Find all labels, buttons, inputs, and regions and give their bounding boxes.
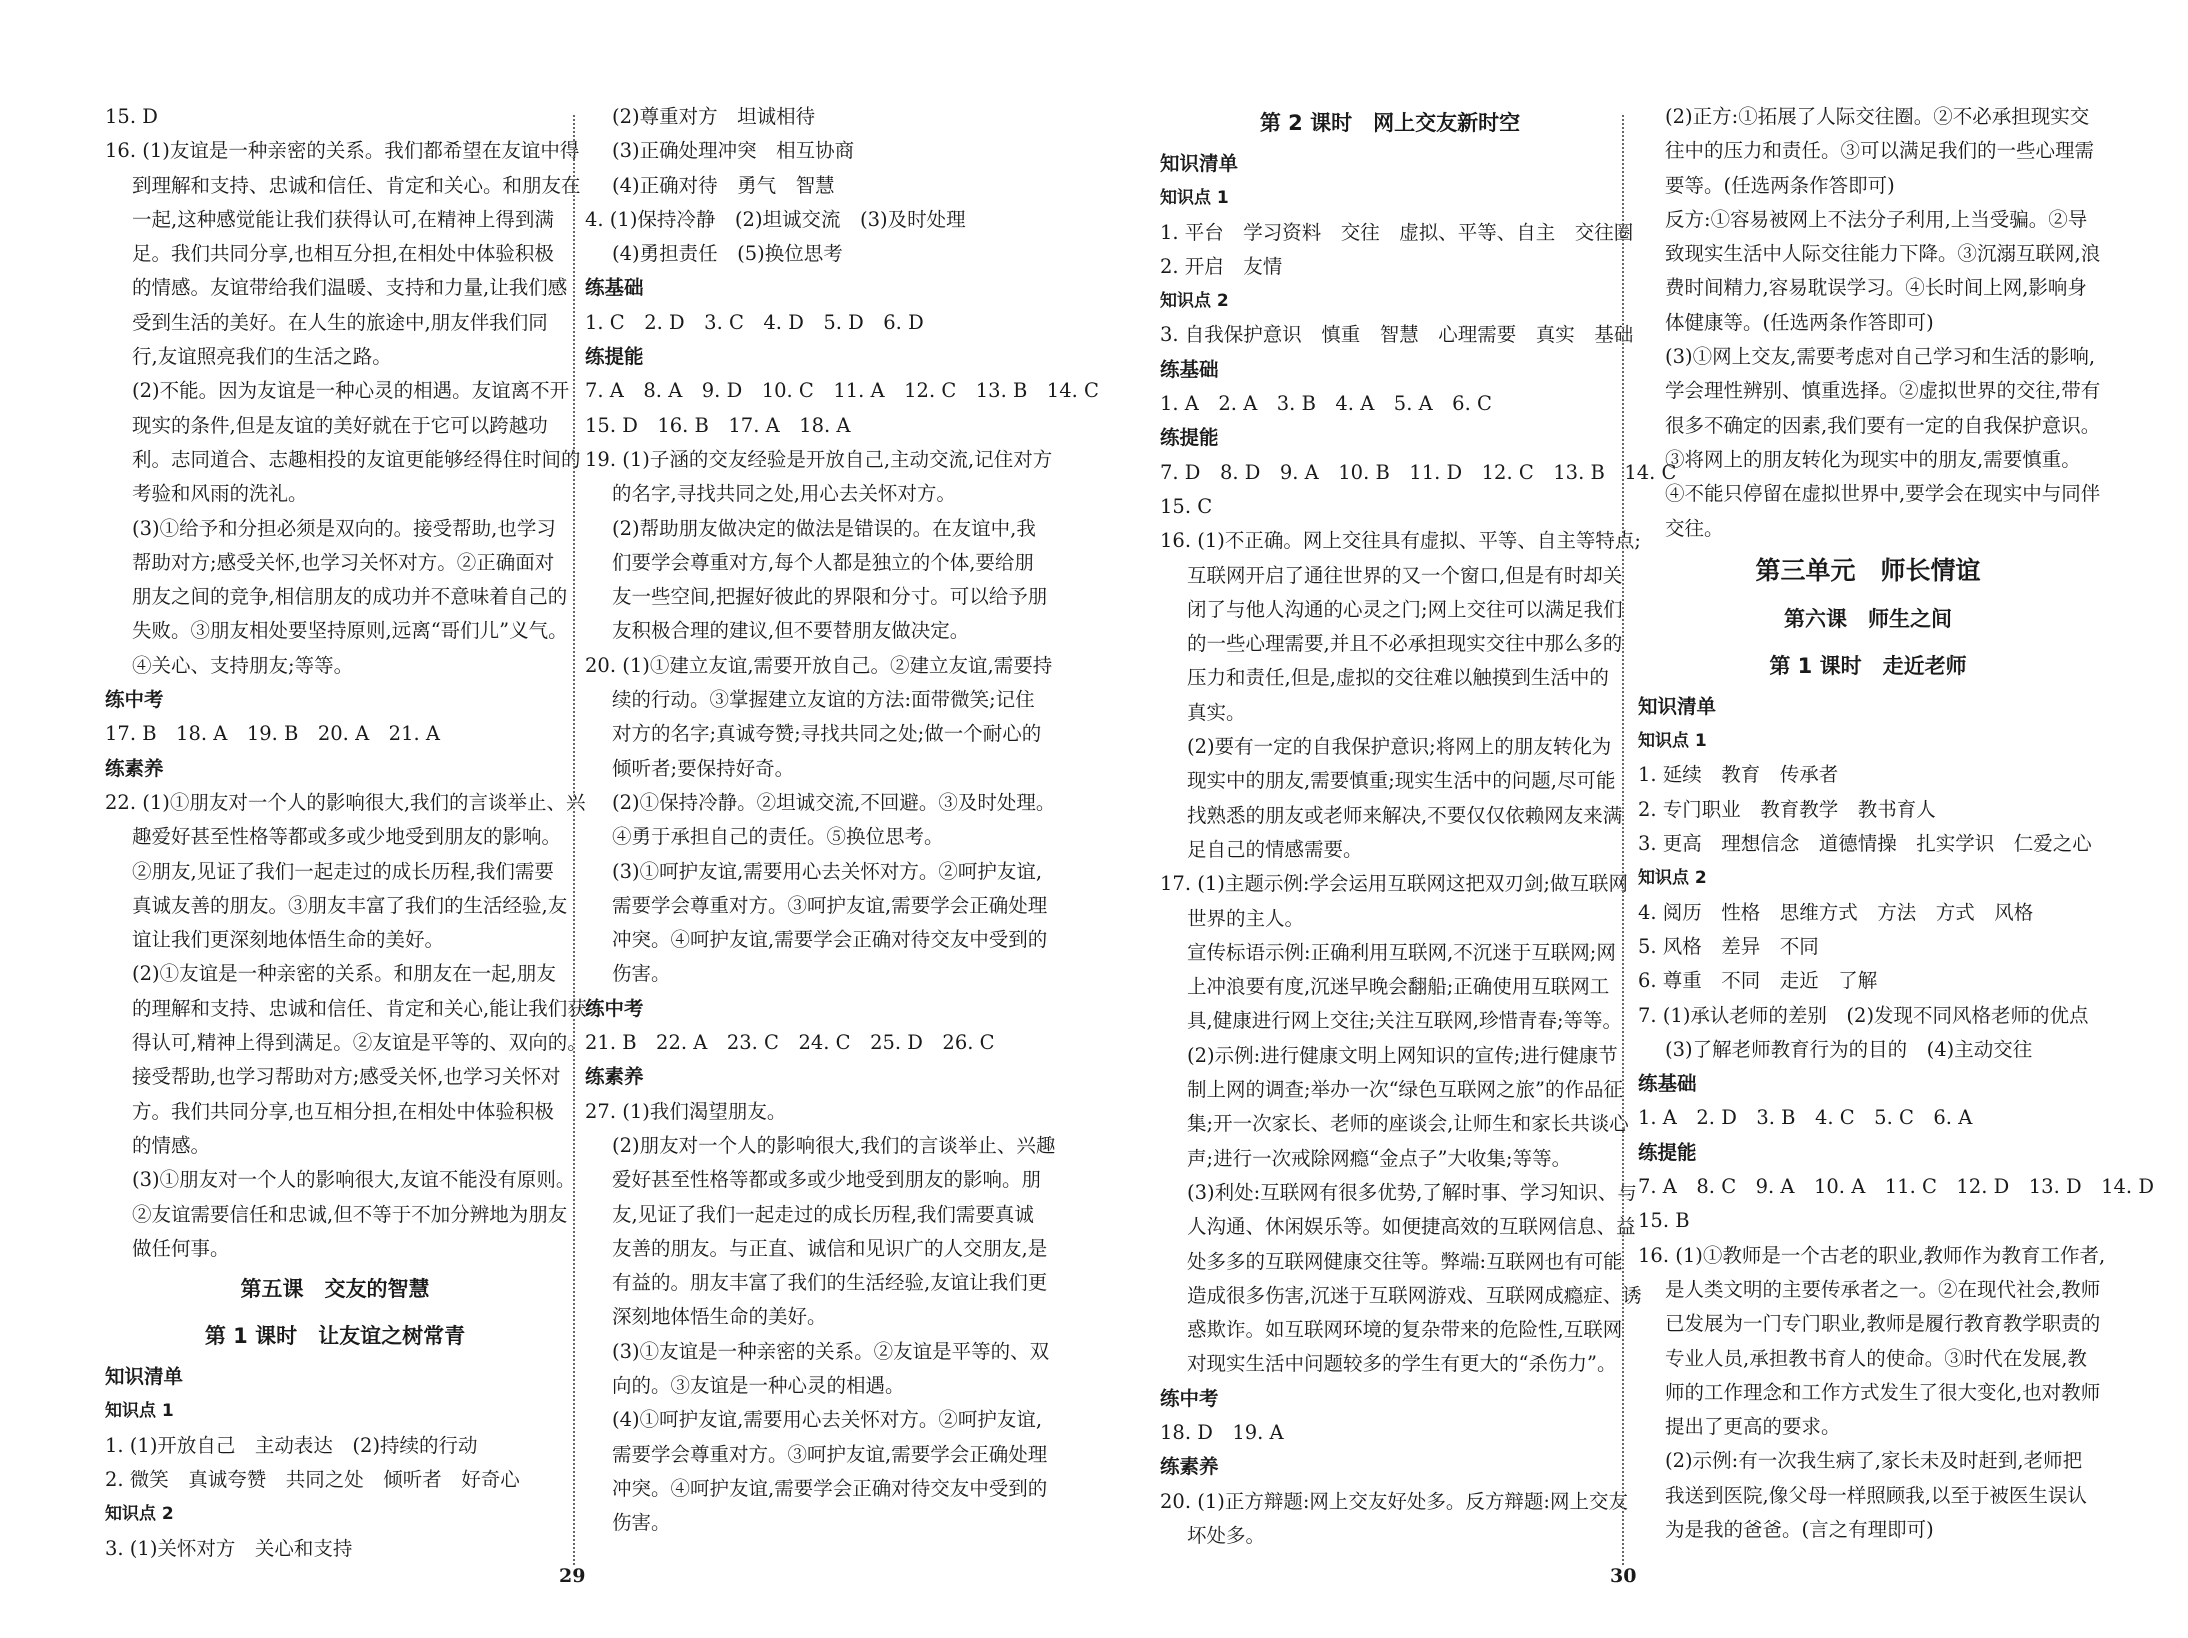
text-line: 的一些心理需要,并且不必承担现实交往中那么多的 xyxy=(1187,632,1623,656)
section-title: 第三单元 师长情谊 xyxy=(1755,555,1981,585)
text-line: 17. B 18. A 19. B 20. A 21. A xyxy=(105,722,440,746)
text-line: 18. D 19. A xyxy=(1160,1420,1284,1444)
text-line: (2)①保持冷静。②坦诚交流,不回避。③及时处理。 xyxy=(612,790,1056,814)
section-title: 第六课 师生之间 xyxy=(1784,606,1952,631)
text-line: 方。我们共同分享,也互相分担,在相处中体验积极 xyxy=(132,1099,554,1123)
text-line: (3)①网上交友,需要考虑对自己学习和生活的影响, xyxy=(1665,345,2096,369)
section-heading: 练中考 xyxy=(105,688,164,712)
text-line: 的情感。 xyxy=(132,1133,211,1157)
text-line: 趣爱好甚至性格等都或多或少地受到朋友的影响。 xyxy=(132,825,562,849)
text-line: 20. (1)正方辩题:网上交友好处多。反方辩题:网上交友 xyxy=(1160,1489,1628,1513)
text-line: 我送到医院,像父母一样照顾我,以至于被医生误认 xyxy=(1665,1483,2087,1507)
text-line: 利。志同道合、志趣相投的友谊更能够经得住时间的 xyxy=(132,447,581,471)
column-divider xyxy=(573,115,575,1565)
text-line: 7. (1)承认老师的差别 (2)发现不同风格老师的优点 xyxy=(1638,1003,2089,1027)
section-title: 第五课 交友的智慧 xyxy=(240,1277,430,1302)
text-line: 需要学会尊重对方。③呵护友谊,需要学会正确处理 xyxy=(612,1442,1048,1466)
section-heading: 练提能 xyxy=(1160,426,1219,450)
text-line: (4)①呵护友谊,需要用心去关怀对方。②呵护友谊, xyxy=(612,1408,1043,1432)
section-heading: 练中考 xyxy=(1160,1386,1219,1410)
text-line: (2)尊重对方 坦诚相待 xyxy=(612,105,816,128)
section-title: 第 2 课时 网上交友新时空 xyxy=(1259,111,1521,135)
text-line: 找熟悉的朋友或老师来解决,不要仅仅依赖网友来满 xyxy=(1187,803,1623,827)
text-line: 惑欺诈。如互联网环境的复杂带来的危险性,互联网 xyxy=(1187,1318,1623,1342)
text-line: 具,健康进行网上交往;关注互联网,珍惜青春;等等。 xyxy=(1187,1009,1623,1033)
text-line: 对现实生活中问题较多的学生有更大的“杀伤力”。 xyxy=(1187,1352,1617,1376)
text-line: (3)①朋友对一个人的影响很大,友谊不能没有原则。 xyxy=(132,1168,576,1192)
text-line: 15. D xyxy=(105,105,158,128)
subsection-heading: 知识点 1 xyxy=(1638,731,1707,752)
text-line: 世界的主人。 xyxy=(1187,906,1305,930)
text-line: 6. 尊重 不同 走近 了解 xyxy=(1638,969,1878,993)
right-page-number: 30 xyxy=(1610,1565,1637,1587)
text-line: 16. (1)友谊是一种亲密的关系。我们都希望在友谊中得 xyxy=(105,139,580,163)
text-line: 伤害。 xyxy=(612,1511,671,1535)
text-line: 坏处多。 xyxy=(1187,1523,1266,1547)
text-line: 冲突。④呵护友谊,需要学会正确对待交友中受到的 xyxy=(612,1476,1048,1500)
left-page-column-1 xyxy=(105,100,587,1566)
text-line: 友,见证了我们一起走过的成长历程,我们需要真诚 xyxy=(612,1202,1034,1226)
text-line: 有益的。朋友丰富了我们的生活经验,友谊让我们更 xyxy=(612,1271,1048,1295)
text-line: 15. B xyxy=(1638,1209,1690,1233)
text-line: 宣传标语示例:正确利用互联网,不沉迷于互联网;网 xyxy=(1187,940,1616,964)
text-line: (2)示例:有一次我生病了,家长未及时赶到,老师把 xyxy=(1665,1449,2083,1473)
text-line: 们要学会尊重对方,每个人都是独立的个体,要给朋 xyxy=(612,550,1034,574)
text-line: 20. (1)①建立友谊,需要开放自己。②建立友谊,需要持 xyxy=(585,653,1053,677)
text-line: 4. 阅历 性格 思维方式 方法 方式 风格 xyxy=(1638,900,2034,924)
text-line: 造成很多伤害,沉迷于互联网游戏、互联网成瘾症、诱 xyxy=(1187,1283,1642,1307)
section-heading: 练素养 xyxy=(585,1065,644,1089)
section-heading: 练基础 xyxy=(585,276,644,300)
text-line: 15. C xyxy=(1160,494,1213,518)
text-line: 21. B 22. A 23. C 24. C 25. D 26. C xyxy=(585,1031,995,1055)
text-line: ③将网上的朋友转化为现实中的朋友,需要慎重。 xyxy=(1665,447,2081,471)
section-heading: 练提能 xyxy=(1638,1140,1697,1164)
text-line: (2)正方:①拓展了人际交往圈。②不必承担现实交 xyxy=(1665,105,2090,128)
text-line: 友积极合理的建议,但不要替朋友做决定。 xyxy=(612,619,970,643)
text-line: (4)正确对待 勇气 智慧 xyxy=(612,173,835,197)
text-line: 集;开一次家长、老师的座谈会,让师生和家长共谈心 xyxy=(1187,1112,1629,1136)
text-line: 交往。 xyxy=(1665,516,1724,540)
text-line: ④勇于承担自己的责任。⑤换位思考。 xyxy=(612,825,944,849)
section-title: 第 1 课时 走近老师 xyxy=(1769,653,1967,678)
text-line: 处多多的互联网健康交往等。弊端:互联网也有可能 xyxy=(1187,1249,1623,1273)
text-line: 倾听者;要保持好奇。 xyxy=(612,756,795,780)
text-line: 失败。③朋友相处要坚持原则,远离“哥们儿”义气。 xyxy=(132,619,568,643)
text-line: 已发展为一门专门职业,教师是履行教育教学职责的 xyxy=(1665,1312,2101,1336)
text-line: 对方的名字;真诚夸赞;寻找共同之处;做一个耐心的 xyxy=(612,722,1042,746)
text-line: 是人类文明的主要传承者之一。②在现代社会,教师 xyxy=(1665,1277,2101,1301)
section-title: 第 1 课时 让友谊之树常青 xyxy=(204,1324,466,1349)
text-line: 2. 开启 友情 xyxy=(1160,254,1283,278)
text-line: 提出了更高的要求。 xyxy=(1665,1415,1841,1439)
text-line: 4. (1)保持冷静 (2)坦诚交流 (3)及时处理 xyxy=(585,207,966,231)
text-line: 互联网开启了通往世界的又一个窗口,但是有时却关 xyxy=(1187,563,1623,587)
section-heading: 知识清单 xyxy=(105,1365,184,1389)
text-line: 1. 平台 学习资料 交往 虚拟、平等、自主 交往圈 xyxy=(1160,220,1634,244)
text-line: 1. C 2. D 3. C 4. D 5. D 6. D xyxy=(585,310,924,334)
text-line: 足自己的情感需要。 xyxy=(1187,837,1363,861)
text-line: 1. A 2. A 3. B 4. A 5. A 6. C xyxy=(1160,392,1492,416)
text-line: 17. (1)主题示例:学会运用互联网这把双刃剑;做互联网 xyxy=(1160,872,1628,896)
subsection-heading: 知识点 2 xyxy=(105,1504,174,1525)
text-line: (2)示例:进行健康文明上网知识的宣传;进行健康节 xyxy=(1187,1043,1618,1067)
text-line: 致现实生活中人际交往能力下降。③沉溺互联网,浪 xyxy=(1665,242,2101,266)
text-line: 师的工作理念和工作方式发生了很大变化,也对教师 xyxy=(1665,1380,2101,1404)
text-line: 3. 自我保护意识 慎重 智慧 心理需要 真实 基础 xyxy=(1160,323,1634,347)
text-line: 受到生活的美好。在人生的旅途中,朋友伴我们同 xyxy=(132,310,548,334)
text-line: 友善的朋友。与正直、诚信和见识广的人交朋友,是 xyxy=(612,1236,1048,1260)
text-line: 朋友之间的竞争,相信朋友的成功并不意味着自己的 xyxy=(132,585,568,609)
text-line: 1. (1)开放自己 主动表达 (2)持续的行动 xyxy=(105,1433,478,1457)
text-line: 伤害。 xyxy=(612,962,671,986)
text-line: 要等。(任选两条作答即可) xyxy=(1665,173,1895,197)
section-heading: 练基础 xyxy=(1638,1072,1697,1096)
text-line: (2)①友谊是一种亲密的关系。和朋友在一起,朋友 xyxy=(132,962,556,986)
section-heading: 知识清单 xyxy=(1160,152,1239,175)
section-heading: 练基础 xyxy=(1160,357,1219,381)
left-page-number: 29 xyxy=(559,1565,586,1587)
text-line: 学会理性辨别、慎重选择。②虚拟世界的交往,带有 xyxy=(1665,379,2101,403)
text-line: 帮助对方;感受关怀,也学习关怀对方。②正确面对 xyxy=(132,550,555,574)
text-line: 现实的条件,但是友谊的美好就在于它可以跨越功 xyxy=(132,413,548,437)
text-line: ②友谊需要信任和忠诚,但不等于不加分辨地为朋友 xyxy=(132,1202,568,1226)
text-line: (2)帮助朋友做决定的做法是错误的。在友谊中,我 xyxy=(612,516,1036,540)
text-line: 冲突。④呵护友谊,需要学会正确对待交友中受到的 xyxy=(612,928,1048,952)
text-line: 7. A 8. C 9. A 10. A 11. C 12. D 13. D 14. D xyxy=(1638,1175,2154,1199)
text-line: 续的行动。③掌握建立友谊的方法:面带微笑;记住 xyxy=(612,688,1035,712)
text-line: 1. A 2. D 3. B 4. C 5. C 6. A xyxy=(1638,1106,1973,1130)
column-divider xyxy=(1622,115,1624,1565)
text-line: ④不能只停留在虚拟世界中,要学会在现实中与同伴 xyxy=(1665,482,2101,506)
text-line: 得认可,精神上得到满足。②友谊是平等的、双向的。 xyxy=(132,1031,587,1055)
text-line: 向的。③友谊是一种心灵的相遇。 xyxy=(612,1373,905,1397)
text-line: 16. (1)不正确。网上交往具有虚拟、平等、自主等特点; xyxy=(1160,529,1641,553)
text-line: 闭了与他人沟通的心灵之门;网上交往可以满足我们 xyxy=(1187,597,1623,621)
text-line: 2. 专门职业 教育教学 教书育人 xyxy=(1638,797,1936,821)
text-line: 上冲浪要有度,沉迷早晚会翻船;正确使用互联网工 xyxy=(1187,975,1610,999)
section-heading: 练素养 xyxy=(1160,1455,1219,1479)
text-line: 反方:①容易被网上不法分子利用,上当受骗。②导 xyxy=(1665,207,2088,231)
text-line: 制上网的调查;举办一次“绿色互联网之旅”的作品征 xyxy=(1187,1078,1624,1102)
text-line: 费时间精力,容易耽误学习。④长时间上网,影响身 xyxy=(1665,276,2087,300)
text-line: 27. (1)我们渴望朋友。 xyxy=(585,1099,787,1123)
text-line: 考验和风雨的洗礼。 xyxy=(132,482,308,506)
text-line: 体健康等。(任选两条作答即可) xyxy=(1665,310,1934,334)
text-line: 2. 微笑 真诚夸赞 共同之处 倾听者 好奇心 xyxy=(105,1467,520,1491)
text-line: 3. 更高 理想信念 道德情操 扎实学识 仁爱之心 xyxy=(1638,832,2092,856)
text-line: 7. A 8. A 9. D 10. C 11. A 12. C 13. B 14. C xyxy=(585,379,1099,403)
text-line: 很多不确定的因素,我们要有一定的自我保护意识。 xyxy=(1665,413,2101,437)
text-line: 到理解和支持、忠诚和信任、肯定和关心。和朋友在 xyxy=(132,173,581,197)
text-line: (2)不能。因为友谊是一种心灵的相遇。友谊离不开 xyxy=(132,379,570,403)
text-line: 足。我们共同分享,也相互分担,在相处中体验积极 xyxy=(132,242,554,266)
text-line: (3)正确处理冲突 相互协商 xyxy=(612,139,855,163)
text-line: 15. D 16. B 17. A 18. A xyxy=(585,413,851,437)
subsection-heading: 知识点 1 xyxy=(105,1401,174,1422)
text-line: 友一些空间,把握好彼此的界限和分寸。可以给予朋 xyxy=(612,585,1048,609)
text-line: 1. 延续 教育 传承者 xyxy=(1638,763,1839,787)
text-line: 接受帮助,也学习帮助对方;感受关怀,也学习关怀对 xyxy=(132,1065,561,1089)
text-line: 5. 风格 差异 不同 xyxy=(1638,934,1819,958)
section-heading: 练中考 xyxy=(585,996,644,1020)
section-heading: 练提能 xyxy=(585,345,644,369)
text-line: 16. (1)①教师是一个古老的职业,教师作为教育工作者, xyxy=(1638,1243,2106,1267)
text-line: 人沟通、休闲娱乐等。如便捷高效的互联网信息、益 xyxy=(1187,1215,1636,1239)
text-line: 22. (1)①朋友对一个人的影响很大,我们的言谈举止、兴 xyxy=(105,790,586,814)
text-line: 为是我的爸爸。(言之有理即可) xyxy=(1665,1517,1934,1541)
text-line: 做任何事。 xyxy=(132,1236,230,1260)
text-line: 谊让我们更深刻地体悟生命的美好。 xyxy=(132,928,445,952)
text-line: (2)朋友对一个人的影响很大,我们的言谈举止、兴趣 xyxy=(612,1133,1056,1157)
text-line: (2)要有一定的自我保护意识;将网上的朋友转化为 xyxy=(1187,735,1612,759)
left-page-column-2 xyxy=(585,100,1099,1540)
subsection-heading: 知识点 2 xyxy=(1638,868,1707,889)
right-page-column-2 xyxy=(1638,100,2154,1547)
text-line: 真诚友善的朋友。③朋友丰富了我们的生活经验,友 xyxy=(132,893,568,917)
text-line: 真实。 xyxy=(1187,700,1246,724)
text-line: (3)①呵护友谊,需要用心去关怀对方。②呵护友谊, xyxy=(612,859,1043,883)
text-line: 压力和责任,但是,虚拟的交往难以触摸到生活中的 xyxy=(1187,666,1609,690)
text-line: (3)了解老师教育行为的目的 (4)主动交往 xyxy=(1665,1037,2033,1061)
text-line: 现实中的朋友,需要慎重;现实生活中的问题,尽可能 xyxy=(1187,769,1616,793)
text-line: ④关心、支持朋友;等等。 xyxy=(132,653,354,677)
subsection-heading: 知识点 1 xyxy=(1160,188,1229,209)
text-line: 需要学会尊重对方。③呵护友谊,需要学会正确处理 xyxy=(612,893,1048,917)
text-line: 的名字,寻找共同之处,用心去关怀对方。 xyxy=(612,482,956,506)
text-line: (3)①给予和分担必须是双向的。接受帮助,也学习 xyxy=(132,516,556,540)
text-line: 往中的压力和责任。③可以满足我们的一些心理需 xyxy=(1665,139,2095,163)
section-heading: 知识清单 xyxy=(1638,694,1717,718)
text-line: 爱好甚至性格等都或多或少地受到朋友的影响。朋 xyxy=(612,1168,1042,1192)
text-line: (4)勇担责任 (5)换位思考 xyxy=(612,242,843,266)
text-line: 深刻地体悟生命的美好。 xyxy=(612,1305,827,1329)
text-line: 的理解和支持、忠诚和信任、肯定和关心,能让我们获 xyxy=(132,996,587,1020)
text-line: 一起,这种感觉能让我们获得认可,在精神上得到满 xyxy=(132,207,554,231)
text-line: 7. D 8. D 9. A 10. B 11. D 12. C 13. B 14. C xyxy=(1160,460,1677,484)
section-heading: 练素养 xyxy=(105,756,164,780)
subsection-heading: 知识点 2 xyxy=(1160,291,1229,312)
text-line: (3)利处:互联网有很多优势,了解时事、学习知识、与 xyxy=(1187,1180,1637,1204)
text-line: ②朋友,见证了我们一起走过的成长历程,我们需要 xyxy=(132,859,554,883)
text-line: 的情感。友谊带给我们温暖、支持和力量,让我们感 xyxy=(132,276,568,300)
text-line: 专业人员,承担教书育人的使命。③时代在发展,教 xyxy=(1665,1346,2087,1370)
text-line: (3)①友谊是一种亲密的关系。②友谊是平等的、双 xyxy=(612,1339,1050,1363)
text-line: 行,友谊照亮我们的生活之路。 xyxy=(132,345,392,369)
text-line: 3. (1)关怀对方 关心和支持 xyxy=(105,1536,353,1560)
text-line: 声;进行一次戒除网瘾“金点子”大收集;等等。 xyxy=(1187,1146,1572,1170)
text-line: 19. (1)子涵的交友经验是开放自己,主动交流,记住对方 xyxy=(585,447,1053,471)
